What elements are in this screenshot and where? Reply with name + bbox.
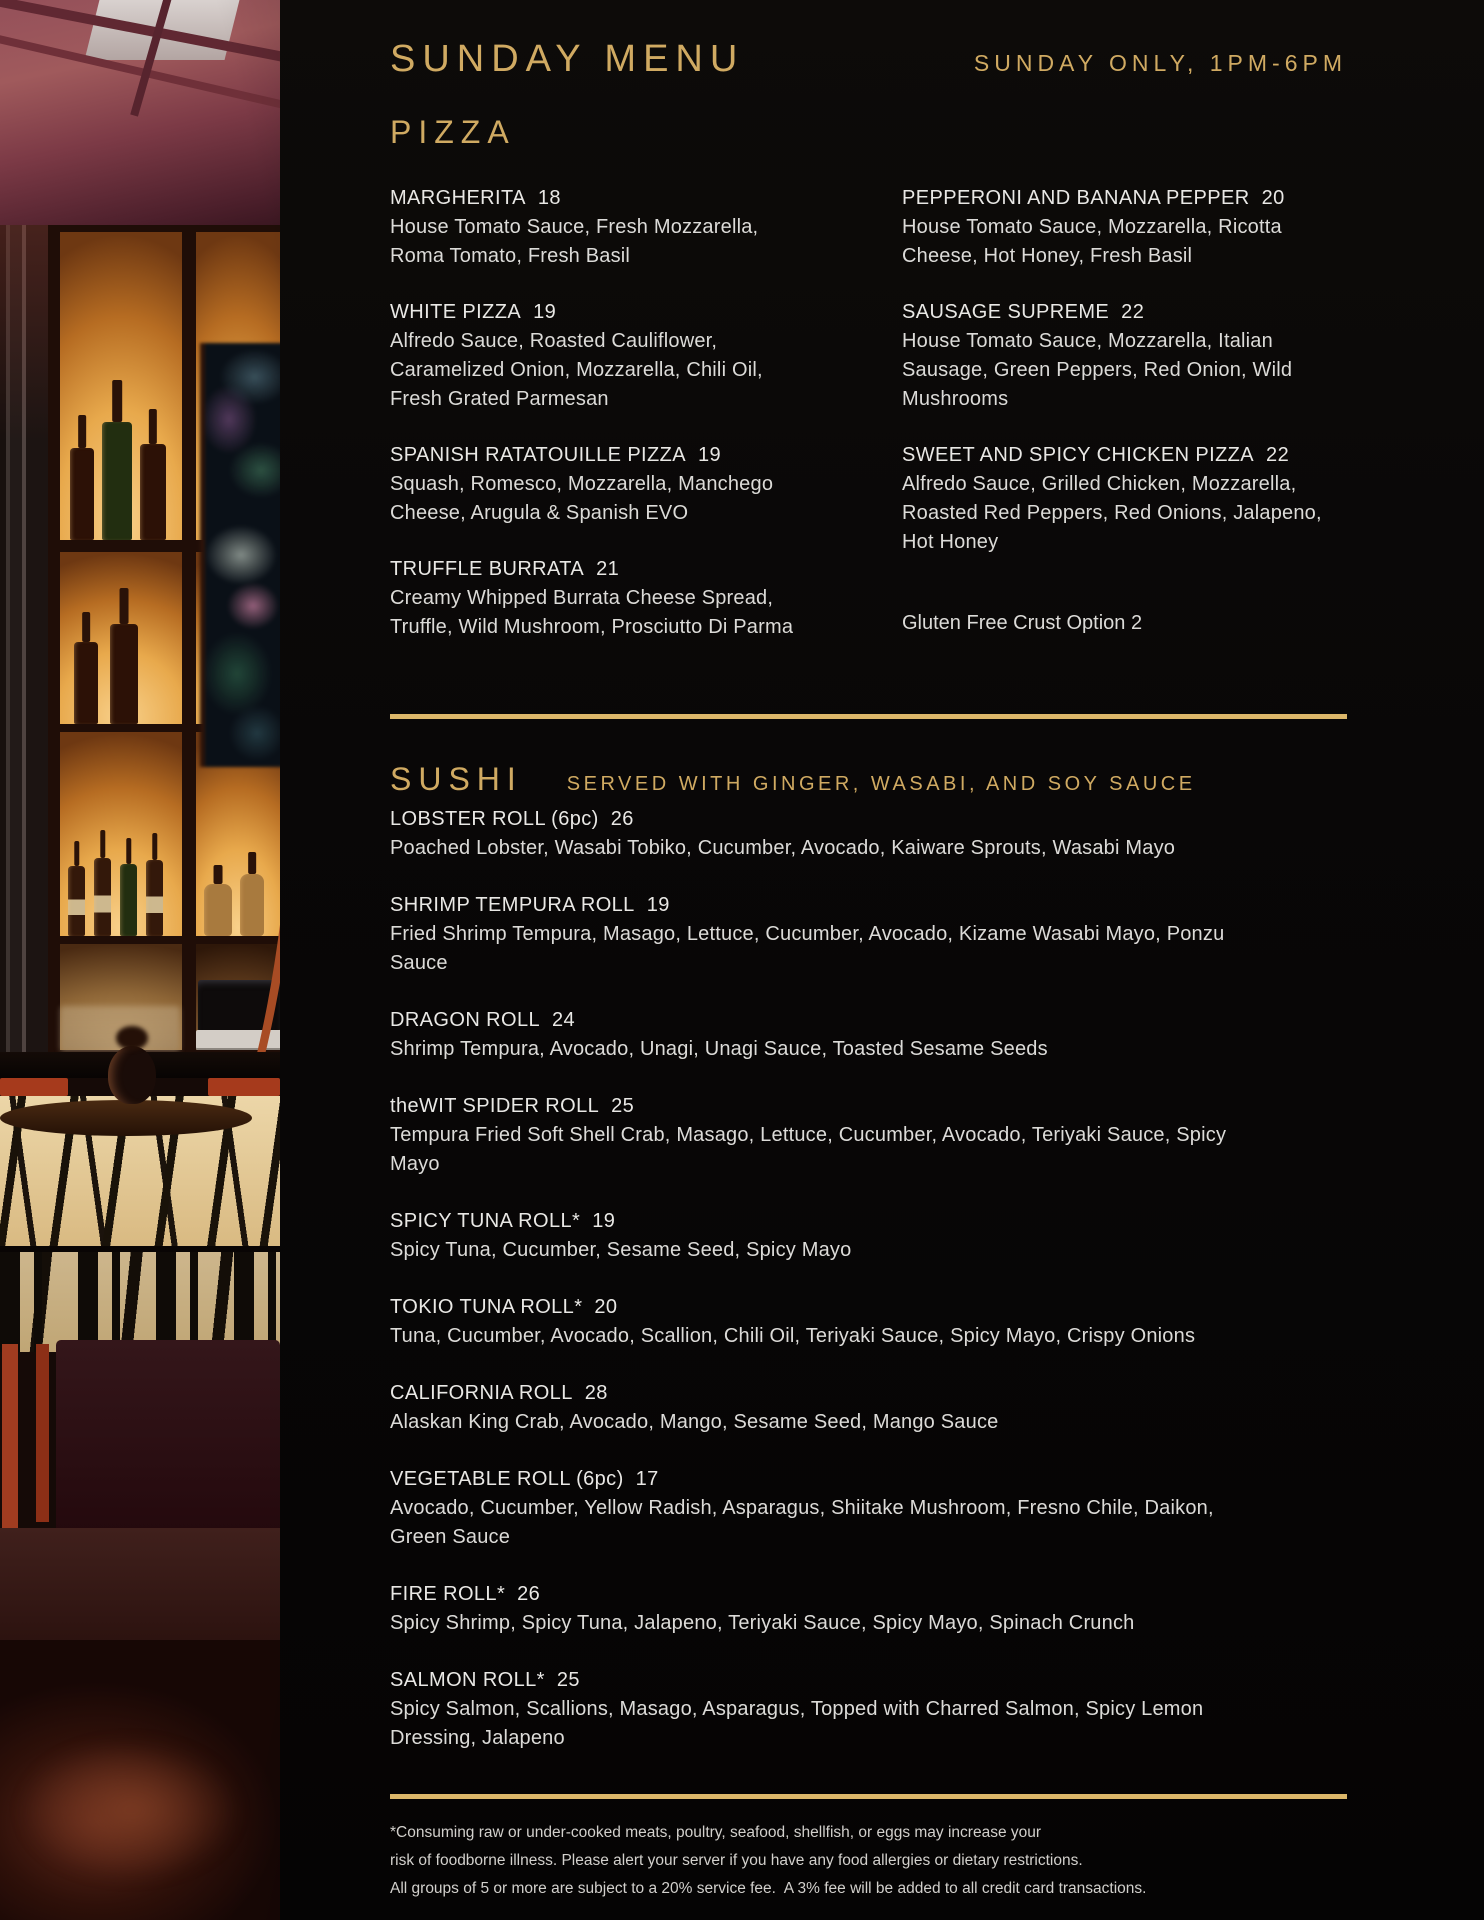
item-price: 28 [584, 1382, 608, 1404]
page-title: SUNDAY MENU [390, 38, 745, 80]
item-price: 25 [556, 1669, 580, 1691]
disclaimer-line: *Consuming raw or under-cooked meats, poultry, seafood, shellfish, or eggs may increase your [390, 1824, 1042, 1841]
item-description-line: Avocado, Cucumber, Yellow Radish, Asparagus, Shiitake Mushroom, Fresno Chile, Daikon, [390, 1497, 1214, 1519]
bar-photo [0, 0, 280, 1920]
item-name: TRUFFLE BURRATA [390, 558, 585, 580]
sushi-section [390, 805, 1347, 1753]
pizza-right-column [902, 184, 1347, 669]
item-price: 19 [592, 1210, 616, 1232]
item-description-line: Cheese, Hot Honey, Fresh Basil [902, 245, 1193, 267]
item-name: CALIFORNIA ROLL [390, 1382, 573, 1404]
section-divider-top [390, 714, 1347, 719]
item-name: WHITE PIZZA [390, 301, 522, 323]
sushi-header [390, 763, 1347, 795]
item-name: SWEET AND SPICY CHICKEN PIZZA [902, 444, 1255, 466]
sushi-item [390, 1465, 1347, 1552]
item-price: 20 [594, 1296, 618, 1318]
booth-back [0, 1528, 280, 1654]
sushi-item [390, 891, 1347, 978]
section-divider-bottom [390, 1794, 1347, 1799]
item-description-line: Mushrooms [902, 388, 1009, 410]
pizza-left-column [390, 184, 860, 669]
item-description-line: Creamy Whipped Burrata Cheese Spread, [390, 587, 774, 609]
chair-frame [36, 1344, 49, 1522]
item-price: 22 [1266, 444, 1290, 466]
item-description-line: Mayo [390, 1153, 440, 1175]
item-name-price [390, 1092, 1347, 1121]
item-description-line: Spicy Shrimp, Spicy Tuna, Jalapeno, Teriyaki Sauce, Spicy Mayo, Spinach Crunch [390, 1612, 1135, 1634]
item-name-price [390, 441, 860, 470]
item-name: MARGHERITA [390, 187, 526, 209]
item-price: 24 [552, 1009, 576, 1031]
gluten-free-note: Gluten Free Crust Option 2 [902, 612, 1143, 634]
pizza-item [902, 298, 1347, 414]
item-name-price [390, 1379, 1347, 1408]
item-name-price [390, 805, 1347, 834]
pattern-wall [0, 1246, 280, 1352]
item-description-line: Tuna, Cucumber, Avocado, Scallion, Chili Oil, Teriyaki Sauce, Spicy Mayo, Crispy Onions [390, 1325, 1196, 1347]
sushi-item [390, 1092, 1347, 1179]
item-description-line: Fried Shrimp Tempura, Masago, Lettuce, Cucumber, Avocado, Kizame Wasabi Mayo, Ponzu [390, 923, 1225, 945]
item-name: FIRE ROLL* [390, 1583, 506, 1605]
menu-content [390, 0, 1347, 1903]
item-name-price [390, 1666, 1347, 1695]
item-description-line: Truffle, Wild Mushroom, Prosciutto Di Parma [390, 616, 794, 638]
chair-frame [2, 1344, 18, 1530]
item-description-line: Sausage, Green Peppers, Red Onion, Wild [902, 359, 1293, 381]
item-name: TOKIO TUNA ROLL* [390, 1296, 583, 1318]
item-description-line: Roasted Red Peppers, Red Onions, Jalapeno, [902, 502, 1322, 524]
item-name-price [390, 298, 860, 327]
item-name-price [390, 1006, 1347, 1035]
artwork-panel [200, 343, 280, 767]
item-description-line: Cheese, Arugula & Spanish EVO [390, 502, 689, 524]
disclaimer-line: risk of foodborne illness. Please alert your server if you have any food allergies or dietary restrictions. [390, 1852, 1083, 1869]
sushi-item [390, 1666, 1347, 1753]
item-description-line: House Tomato Sauce, Mozzarella, Italian [902, 330, 1273, 352]
sushi-item [390, 1580, 1347, 1638]
sushi-item [390, 1293, 1347, 1351]
sushi-item [390, 1006, 1347, 1064]
pizza-section-title: PIZZA [390, 114, 516, 150]
pillow [20, 1740, 240, 1880]
item-name: LOBSTER ROLL (6pc) [390, 808, 599, 830]
item-description-line: Dressing, Jalapeno [390, 1727, 565, 1749]
window-wall [0, 225, 48, 1055]
item-description-line: Fresh Grated Parmesan [390, 388, 609, 410]
chair-back [56, 1340, 280, 1532]
item-description-line: Green Sauce [390, 1526, 511, 1548]
item-description-line: Shrimp Tempura, Avocado, Unagi, Unagi Sauce, Toasted Sesame Seeds [390, 1038, 1048, 1060]
pizza-item [902, 441, 1347, 557]
item-price: 22 [1121, 301, 1145, 323]
item-name-price [390, 1465, 1347, 1494]
item-name-price [902, 441, 1347, 470]
pizza-item [390, 184, 860, 271]
item-description-line: Caramelized Onion, Mozzarella, Chili Oil, [390, 359, 763, 381]
sushi-item [390, 1379, 1347, 1437]
item-description-line: Tempura Fried Soft Shell Crab, Masago, Lettuce, Cucumber, Avocado, Teriyaki Sauce, Spicy [390, 1124, 1227, 1146]
item-description-line: Hot Honey [902, 531, 999, 553]
menu-header [390, 40, 1347, 78]
item-description-line: Roma Tomato, Fresh Basil [390, 245, 631, 267]
item-name: SAUSAGE SUPREME [902, 301, 1110, 323]
availability-note: SUNDAY ONLY, 1PM-6PM [973, 50, 1347, 76]
item-description-line: Alaskan King Crab, Avocado, Mango, Sesame Seed, Mango Sauce [390, 1411, 999, 1433]
item-name-price [390, 555, 860, 584]
item-name: SPANISH RATATOUILLE PIZZA [390, 444, 686, 466]
item-description-line: Sauce [390, 952, 448, 974]
item-price: 26 [610, 808, 634, 830]
item-description-line: Alfredo Sauce, Roasted Cauliflower, [390, 330, 718, 352]
item-price: 26 [517, 1583, 541, 1605]
sushi-subtitle: SERVED WITH GINGER, WASABI, AND SOY SAUCE [566, 773, 1196, 795]
item-name-price [902, 184, 1347, 213]
item-name: SALMON ROLL* [390, 1669, 545, 1691]
item-name-price [390, 1293, 1347, 1322]
disclaimer [390, 1819, 1347, 1903]
item-name: theWIT SPIDER ROLL [390, 1095, 600, 1117]
item-name-price [390, 184, 860, 213]
sushi-section-title: SUSHI [390, 761, 523, 797]
item-description-line: Alfredo Sauce, Grilled Chicken, Mozzarella, [902, 473, 1297, 495]
sushi-item [390, 805, 1347, 863]
item-name-price [902, 298, 1347, 327]
item-price: 19 [698, 444, 722, 466]
item-name: PEPPERONI AND BANANA PEPPER [902, 187, 1250, 209]
item-name: SHRIMP TEMPURA ROLL [390, 894, 635, 916]
item-description-line: Squash, Romesco, Mozzarella, Manchego [390, 473, 774, 495]
item-description-line: House Tomato Sauce, Fresh Mozzarella, [390, 216, 759, 238]
item-price: 18 [537, 187, 561, 209]
item-price: 19 [646, 894, 670, 916]
item-price: 21 [596, 558, 620, 580]
sushi-item [390, 1207, 1347, 1265]
bar-stool [0, 1078, 68, 1096]
disclaimer-line: All groups of 5 or more are subject to a 20% service fee. A 3% fee will be added to all credit card transactions. [390, 1880, 1147, 1897]
bar-stool [208, 1078, 280, 1096]
pizza-item [390, 298, 860, 414]
item-price: 17 [635, 1468, 659, 1490]
item-description-line: Spicy Salmon, Scallions, Masago, Asparagus, Topped with Charred Salmon, Spicy Lemon [390, 1698, 1204, 1720]
item-name: SPICY TUNA ROLL* [390, 1210, 581, 1232]
item-name: DRAGON ROLL [390, 1009, 540, 1031]
item-description-line: House Tomato Sauce, Mozzarella, Ricotta [902, 216, 1282, 238]
item-name-price [390, 1580, 1347, 1609]
item-name-price [390, 891, 1347, 920]
item-description-line: Spicy Tuna, Cucumber, Sesame Seed, Spicy Mayo [390, 1239, 852, 1261]
vase [108, 1046, 156, 1104]
round-table [0, 1100, 252, 1136]
bottle [70, 448, 94, 540]
pizza-item [390, 555, 860, 642]
item-price: 20 [1261, 187, 1285, 209]
pizza-item [390, 441, 860, 528]
item-description-line: Poached Lobster, Wasabi Tobiko, Cucumber, Avocado, Kaiware Sprouts, Wasabi Mayo [390, 837, 1176, 859]
item-name: VEGETABLE ROLL (6pc) [390, 1468, 624, 1490]
item-price: 25 [611, 1095, 635, 1117]
item-name-price [390, 1207, 1347, 1236]
pizza-section [390, 184, 1347, 669]
ceiling [0, 0, 280, 238]
item-price: 19 [533, 301, 557, 323]
pizza-item [902, 184, 1347, 271]
